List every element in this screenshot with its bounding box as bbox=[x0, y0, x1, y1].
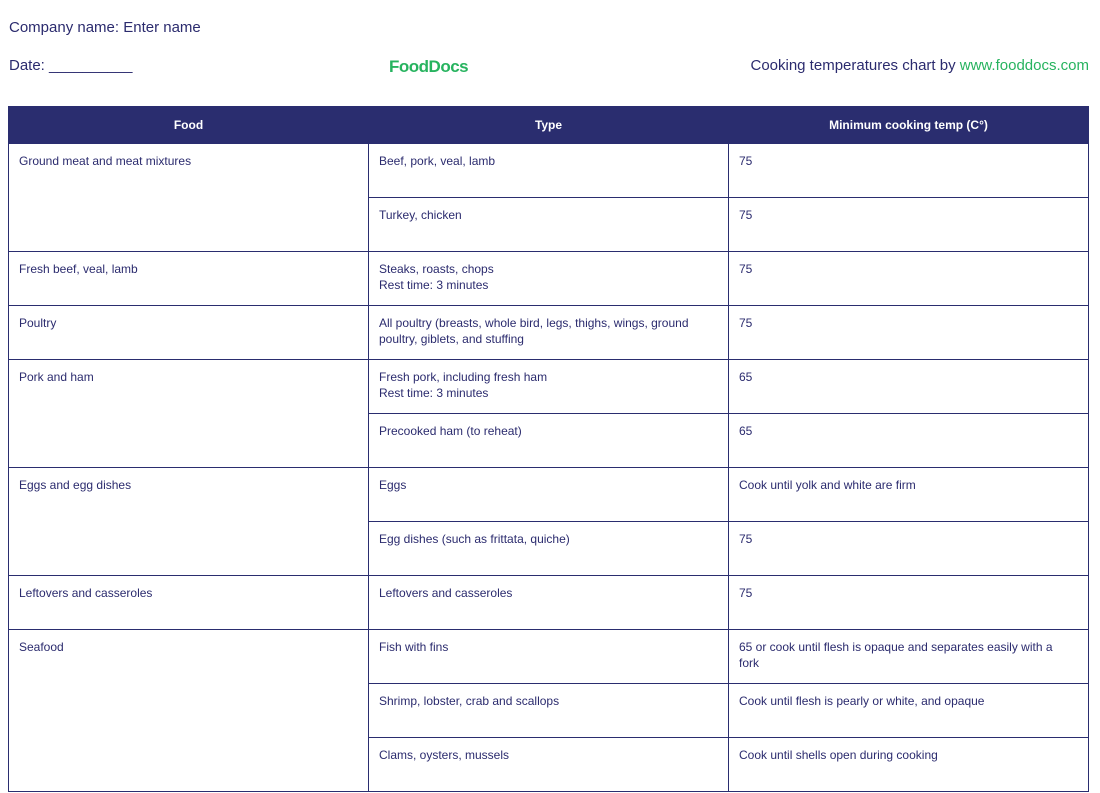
column-header-min-temp: Minimum cooking temp (C°) bbox=[729, 107, 1089, 144]
table-header-row bbox=[9, 107, 1089, 144]
min-temp-cell bbox=[729, 684, 1089, 738]
type-cell bbox=[369, 306, 729, 360]
cooking-temperatures-table bbox=[8, 106, 1089, 792]
type-text: Rest time: 3 minutes bbox=[379, 278, 489, 292]
type-cell bbox=[369, 522, 729, 576]
type-text: poultry, giblets, and stuffing bbox=[379, 332, 524, 346]
min-temp-text: 65 bbox=[739, 370, 753, 384]
type-text: All poultry (breasts, whole bird, legs, thighs, wings, ground bbox=[379, 316, 689, 330]
min-temp-text: 75 bbox=[739, 154, 753, 168]
type-text: Rest time: 3 minutes bbox=[379, 386, 489, 400]
min-temp-cell bbox=[729, 738, 1089, 792]
company-name-field bbox=[9, 18, 201, 38]
type-text: Turkey, chicken bbox=[379, 208, 462, 222]
type-cell bbox=[369, 198, 729, 252]
min-temp-text: 75 bbox=[739, 586, 753, 600]
min-temp-cell bbox=[729, 360, 1089, 414]
food-label: Ground meat and meat mixtures bbox=[19, 154, 192, 168]
min-temp-cell bbox=[729, 198, 1089, 252]
type-text: Steaks, roasts, chops bbox=[379, 262, 494, 276]
min-temp-cell bbox=[729, 144, 1089, 198]
type-cell bbox=[369, 684, 729, 738]
min-temp-text: 75 bbox=[739, 316, 753, 330]
min-temp-text: Cook until shells open during cooking bbox=[739, 748, 938, 762]
food-cell bbox=[9, 306, 369, 360]
food-cell bbox=[9, 360, 369, 468]
type-cell bbox=[369, 576, 729, 630]
type-text: Leftovers and casseroles bbox=[379, 586, 513, 600]
table-row bbox=[9, 630, 1089, 684]
type-cell bbox=[369, 252, 729, 306]
type-text: Beef, pork, veal, lamb bbox=[379, 154, 496, 168]
type-cell bbox=[369, 630, 729, 684]
min-temp-cell bbox=[729, 630, 1089, 684]
min-temp-text: 75 bbox=[739, 262, 753, 276]
min-temp-cell bbox=[729, 252, 1089, 306]
table-row bbox=[9, 252, 1089, 306]
type-cell bbox=[369, 414, 729, 468]
min-temp-text: Cook until yolk and white are firm bbox=[739, 478, 916, 492]
food-cell bbox=[9, 144, 369, 252]
type-text: Clams, oysters, mussels bbox=[379, 748, 510, 762]
min-temp-text: Cook until flesh is pearly or white, and opaque bbox=[739, 694, 985, 708]
type-text: Fish with fins bbox=[379, 640, 449, 654]
type-text: Shrimp, lobster, crab and scallops bbox=[379, 694, 560, 708]
food-label: Pork and ham bbox=[19, 370, 94, 384]
fooddocs-link[interactable]: www.fooddocs.com bbox=[959, 57, 1089, 74]
min-temp-cell bbox=[729, 576, 1089, 630]
type-text: Eggs bbox=[379, 478, 407, 492]
min-temp-cell bbox=[729, 468, 1089, 522]
food-label: Seafood bbox=[19, 640, 64, 654]
food-cell bbox=[9, 630, 369, 792]
min-temp-text: 65 or cook until flesh is opaque and separates easily with a bbox=[739, 640, 1053, 654]
min-temp-text: 65 bbox=[739, 424, 753, 438]
credit-text: Cooking temperatures chart by bbox=[750, 57, 960, 74]
type-cell bbox=[369, 144, 729, 198]
table-row bbox=[9, 468, 1089, 522]
type-text: Egg dishes (such as frittata, quiche) bbox=[379, 532, 570, 546]
date-field: Date: __________ bbox=[9, 57, 133, 74]
food-label: Fresh beef, veal, lamb bbox=[19, 262, 138, 276]
food-cell bbox=[9, 252, 369, 306]
table-row bbox=[9, 360, 1089, 414]
min-temp-text: 75 bbox=[739, 532, 753, 546]
min-temp-text: 75 bbox=[739, 208, 753, 222]
column-header-type: Type bbox=[369, 107, 729, 144]
min-temp-cell bbox=[729, 414, 1089, 468]
food-label: Poultry bbox=[19, 316, 57, 330]
type-text: Precooked ham (to reheat) bbox=[379, 424, 522, 438]
table-row bbox=[9, 576, 1089, 630]
food-cell bbox=[9, 468, 369, 576]
min-temp-text: fork bbox=[739, 656, 760, 670]
type-cell bbox=[369, 360, 729, 414]
type-cell bbox=[369, 738, 729, 792]
company-name-label: Company name: Enter name bbox=[9, 19, 201, 36]
column-header-food: Food bbox=[9, 107, 369, 144]
min-temp-cell bbox=[729, 306, 1089, 360]
table-row bbox=[9, 144, 1089, 198]
food-label: Leftovers and casseroles bbox=[19, 586, 153, 600]
chart-credit bbox=[750, 56, 1089, 76]
min-temp-cell bbox=[729, 522, 1089, 576]
food-label: Eggs and egg dishes bbox=[19, 478, 132, 492]
table-row bbox=[9, 306, 1089, 360]
type-text: Fresh pork, including fresh ham bbox=[379, 370, 548, 384]
type-cell bbox=[369, 468, 729, 522]
fooddocs-logo: FoodDocs bbox=[389, 57, 469, 76]
food-cell bbox=[9, 576, 369, 630]
